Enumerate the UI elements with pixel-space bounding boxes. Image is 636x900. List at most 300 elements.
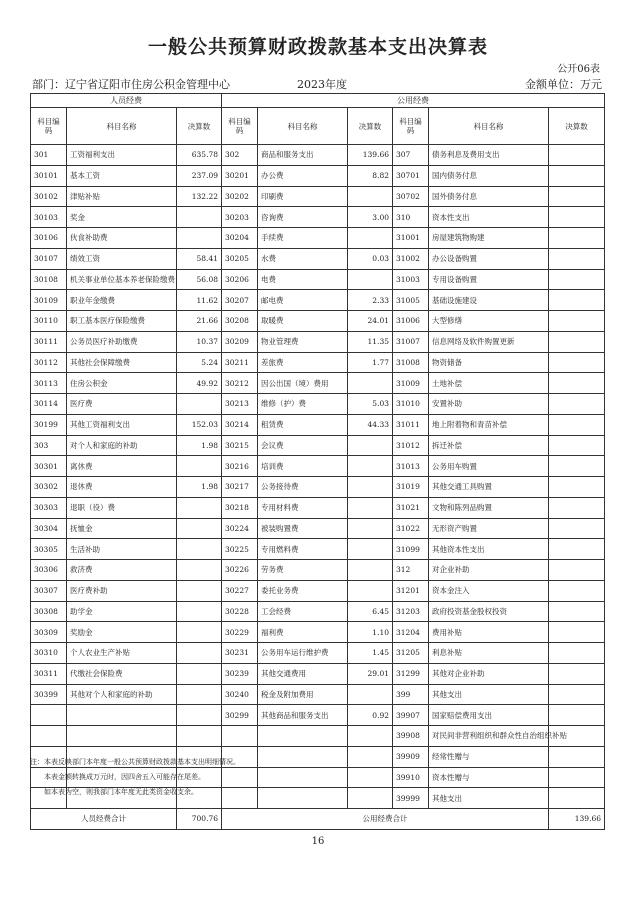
table-row [31, 145, 605, 166]
public-amount-2 [549, 165, 605, 186]
personnel-name: 工资福利支出 [67, 145, 177, 166]
public-amount-2 [549, 456, 605, 477]
public-code-2: 31005 [393, 290, 429, 311]
public-amount [348, 746, 393, 767]
public-amount-2 [549, 435, 605, 456]
public-name-2: 办公设备购置 [429, 248, 549, 269]
header-amount: 决算数 [348, 108, 393, 145]
personnel-code: 30109 [31, 290, 67, 311]
table-number: 公开06表 [557, 64, 600, 75]
public-name-2: 其他支出 [429, 684, 549, 705]
table-row [31, 352, 605, 373]
personnel-code: 30103 [31, 207, 67, 228]
personnel-name: 其他社会保障缴费 [67, 352, 177, 373]
personnel-name: 退休费 [67, 477, 177, 498]
public-amount-2 [549, 414, 605, 435]
public-amount [348, 477, 393, 498]
public-name-2: 安置补助 [429, 394, 549, 415]
table-row [31, 663, 605, 684]
public-amount [348, 684, 393, 705]
public-code: 30208 [222, 311, 258, 332]
public-amount-2 [549, 352, 605, 373]
public-code: 30239 [222, 663, 258, 684]
personnel-code: 30310 [31, 643, 67, 664]
public-code-2: 31001 [393, 228, 429, 249]
note-line: 注：本表反映部门本年度一般公共预算财政拨款基本支出明细情况。 [30, 758, 240, 766]
table-row [31, 601, 605, 622]
public-code: 30231 [222, 643, 258, 664]
public-code-2: 31021 [393, 497, 429, 518]
public-name: 福利费 [258, 622, 348, 643]
table-row [31, 539, 605, 560]
public-name-2: 物资储备 [429, 352, 549, 373]
public-amount [348, 186, 393, 207]
personnel-code: 30311 [31, 663, 67, 684]
public-amount [348, 373, 393, 394]
public-amount: 1.10 [348, 622, 393, 643]
public-name-2: 利息补贴 [429, 643, 549, 664]
public-name: 租赁费 [258, 414, 348, 435]
public-code-2: 39908 [393, 726, 429, 747]
personnel-name: 公务员医疗补助缴费 [67, 331, 177, 352]
personnel-amount: 11.62 [177, 290, 222, 311]
public-name: 差旅费 [258, 352, 348, 373]
public-code: 30201 [222, 165, 258, 186]
personnel-amount [177, 539, 222, 560]
personnel-total-label: 人员经费合计 [31, 809, 177, 830]
table-row [31, 228, 605, 249]
public-code: 30215 [222, 435, 258, 456]
public-name-2: 费用补贴 [429, 622, 549, 643]
personnel-name: 抚恤金 [67, 518, 177, 539]
table-row [31, 311, 605, 332]
public-name: 其他商品和服务支出 [258, 705, 348, 726]
public-code-2: 31022 [393, 518, 429, 539]
public-name-2: 地上附着物和青苗补偿 [429, 414, 549, 435]
public-name: 维修（护）费 [258, 394, 348, 415]
public-code-2: 31201 [393, 580, 429, 601]
public-amount [348, 539, 393, 560]
personnel-amount [177, 518, 222, 539]
public-amount [348, 726, 393, 747]
public-name: 印刷费 [258, 186, 348, 207]
public-total-label: 公用经费合计 [222, 809, 549, 830]
personnel-code: 30309 [31, 622, 67, 643]
public-amount: 44.33 [348, 414, 393, 435]
public-code-2: 31003 [393, 269, 429, 290]
public-amount-2 [549, 788, 605, 809]
personnel-code: 30110 [31, 311, 67, 332]
public-amount-2 [549, 228, 605, 249]
personnel-amount [177, 601, 222, 622]
personnel-code: 30306 [31, 560, 67, 581]
public-name-2: 资本金注入 [429, 580, 549, 601]
personnel-amount: 58.41 [177, 248, 222, 269]
header-code: 科目编码 [393, 108, 429, 145]
public-total-value: 139.66 [549, 809, 605, 830]
personnel-name: 职工基本医疗保险缴费 [67, 311, 177, 332]
personnel-name [67, 726, 177, 747]
public-name: 委托业务费 [258, 580, 348, 601]
table-row [31, 705, 605, 726]
public-name [258, 767, 348, 788]
public-code: 30214 [222, 414, 258, 435]
public-code: 30205 [222, 248, 258, 269]
table-row [31, 269, 605, 290]
personnel-code: 30304 [31, 518, 67, 539]
personnel-amount [177, 684, 222, 705]
public-amount: 1.77 [348, 352, 393, 373]
note-line: 本表金额转换成万元时，因四舍五入可能存在尾差。 [44, 773, 205, 781]
public-amount-2 [549, 580, 605, 601]
personnel-name: 津贴补贴 [67, 186, 177, 207]
note-line: 如本表为空，则我部门本年度无此类资金收支余。 [44, 788, 198, 796]
table-row [31, 373, 605, 394]
public-code: 30217 [222, 477, 258, 498]
group-public: 公用经费 [222, 94, 605, 108]
public-amount: 29.01 [348, 663, 393, 684]
table-row [31, 456, 605, 477]
public-name-2: 其他支出 [429, 788, 549, 809]
public-amount-2 [549, 207, 605, 228]
public-amount: 24.01 [348, 311, 393, 332]
personnel-code: 30308 [31, 601, 67, 622]
personnel-amount [177, 580, 222, 601]
public-code: 30227 [222, 580, 258, 601]
public-name: 劳务费 [258, 560, 348, 581]
public-amount-2 [549, 539, 605, 560]
personnel-name [67, 705, 177, 726]
public-amount [348, 228, 393, 249]
public-name: 咨询费 [258, 207, 348, 228]
personnel-name: 住房公积金 [67, 373, 177, 394]
public-name-2: 文物和陈列品购置 [429, 497, 549, 518]
public-code-2: 307 [393, 145, 429, 166]
personnel-name: 个人农业生产补贴 [67, 643, 177, 664]
public-amount: 8.82 [348, 165, 393, 186]
personnel-code: 30399 [31, 684, 67, 705]
public-code-2: 39909 [393, 746, 429, 767]
public-name: 培训费 [258, 456, 348, 477]
table-row [31, 497, 605, 518]
personnel-name: 基本工资 [67, 165, 177, 186]
table-row [31, 518, 605, 539]
header-name: 科目名称 [429, 108, 549, 145]
public-name [258, 726, 348, 747]
totals-row [31, 809, 605, 830]
public-code: 30228 [222, 601, 258, 622]
public-name: 公务用车运行维护费 [258, 643, 348, 664]
public-name-2: 资本性赠与 [429, 767, 549, 788]
public-code-2: 31299 [393, 663, 429, 684]
header-code: 科目编码 [31, 108, 67, 145]
group-header-row [31, 94, 605, 108]
table-row [31, 331, 605, 352]
public-amount: 0.92 [348, 705, 393, 726]
table-row [31, 290, 605, 311]
public-amount: 5.03 [348, 394, 393, 415]
personnel-name: 医疗费补助 [67, 580, 177, 601]
public-name-2: 国家赔偿费用支出 [429, 705, 549, 726]
public-name: 公务接待费 [258, 477, 348, 498]
personnel-name: 退职（役）费 [67, 497, 177, 518]
public-name-2: 其他资本性支出 [429, 539, 549, 560]
table-row [31, 435, 605, 456]
public-code-2: 39999 [393, 788, 429, 809]
public-name-2: 拆迁补偿 [429, 435, 549, 456]
public-amount [348, 269, 393, 290]
personnel-name: 生活补助 [67, 539, 177, 560]
public-code: 30226 [222, 560, 258, 581]
table-row [31, 165, 605, 186]
public-code-2: 312 [393, 560, 429, 581]
public-amount-2 [549, 290, 605, 311]
public-name [258, 746, 348, 767]
table-row [31, 726, 605, 747]
public-code-2: 31013 [393, 456, 429, 477]
personnel-code: 30108 [31, 269, 67, 290]
expenditure-table [30, 93, 605, 830]
public-code-2: 31204 [393, 622, 429, 643]
public-name-2: 信息网络及软件购置更新 [429, 331, 549, 352]
public-name-2: 公务用车购置 [429, 456, 549, 477]
personnel-amount: 56.08 [177, 269, 222, 290]
table-row [31, 580, 605, 601]
column-header-row [31, 108, 605, 145]
public-code-2: 31010 [393, 394, 429, 415]
public-amount-2 [549, 311, 605, 332]
public-name: 被装购置费 [258, 518, 348, 539]
public-amount-2 [549, 767, 605, 788]
personnel-name: 代缴社会保险费 [67, 663, 177, 684]
public-amount: 6.45 [348, 601, 393, 622]
public-name: 工会经费 [258, 601, 348, 622]
public-name: 因公出国（境）费用 [258, 373, 348, 394]
unit-label: 金额单位：万元 [525, 78, 602, 91]
public-amount-2 [549, 145, 605, 166]
public-code-2: 31011 [393, 414, 429, 435]
group-personnel: 人员经费 [31, 94, 222, 108]
public-amount-2 [549, 186, 605, 207]
public-name: 电费 [258, 269, 348, 290]
public-amount: 139.66 [348, 145, 393, 166]
public-amount-2 [549, 373, 605, 394]
personnel-code: 30112 [31, 352, 67, 373]
personnel-code: 30305 [31, 539, 67, 560]
notes [30, 755, 240, 800]
personnel-amount [177, 456, 222, 477]
public-amount-2 [549, 746, 605, 767]
personnel-name: 奖金 [67, 207, 177, 228]
personnel-name: 伙食补助费 [67, 228, 177, 249]
personnel-total-value: 700.76 [177, 809, 222, 830]
public-name: 取暖费 [258, 311, 348, 332]
table-row [31, 684, 605, 705]
public-name-2: 经常性赠与 [429, 746, 549, 767]
personnel-amount: 132.22 [177, 186, 222, 207]
public-amount [348, 518, 393, 539]
public-amount [348, 767, 393, 788]
personnel-name: 助学金 [67, 601, 177, 622]
public-name-2: 房屋建筑物购建 [429, 228, 549, 249]
table-row [31, 186, 605, 207]
public-name-2: 对企业补助 [429, 560, 549, 581]
public-code-2: 31205 [393, 643, 429, 664]
public-name-2: 其他对企业补助 [429, 663, 549, 684]
table-row [31, 643, 605, 664]
public-name-2: 国内债务付息 [429, 165, 549, 186]
personnel-name: 其他工资福利支出 [67, 414, 177, 435]
public-name: 专用材料费 [258, 497, 348, 518]
public-amount-2 [549, 663, 605, 684]
personnel-name: 其他对个人和家庭的补助 [67, 684, 177, 705]
public-amount-2 [549, 684, 605, 705]
personnel-amount [177, 726, 222, 747]
table-row [31, 560, 605, 581]
personnel-amount [177, 643, 222, 664]
public-name: 专用燃料费 [258, 539, 348, 560]
personnel-amount: 237.09 [177, 165, 222, 186]
public-code: 30224 [222, 518, 258, 539]
public-code: 302 [222, 145, 258, 166]
public-code: 30204 [222, 228, 258, 249]
meta-line [32, 76, 602, 92]
personnel-code: 30106 [31, 228, 67, 249]
personnel-code: 30114 [31, 394, 67, 415]
public-amount-2 [549, 394, 605, 415]
table-row [31, 207, 605, 228]
personnel-name: 机关事业单位基本养老保险缴费 [67, 269, 177, 290]
public-code: 30229 [222, 622, 258, 643]
public-code-2: 31002 [393, 248, 429, 269]
personnel-amount: 1.98 [177, 435, 222, 456]
public-code: 30209 [222, 331, 258, 352]
personnel-code: 30111 [31, 331, 67, 352]
personnel-code: 301 [31, 145, 67, 166]
public-code-2: 31009 [393, 373, 429, 394]
public-amount-2 [549, 643, 605, 664]
public-code-2: 39907 [393, 705, 429, 726]
public-amount: 1.45 [348, 643, 393, 664]
public-code-2: 31203 [393, 601, 429, 622]
public-code-2: 30702 [393, 186, 429, 207]
public-code: 30218 [222, 497, 258, 518]
public-code: 30212 [222, 373, 258, 394]
personnel-amount: 5.24 [177, 352, 222, 373]
personnel-code: 30199 [31, 414, 67, 435]
personnel-code: 30301 [31, 456, 67, 477]
personnel-amount [177, 622, 222, 643]
header-amount: 决算数 [177, 108, 222, 145]
personnel-amount [177, 228, 222, 249]
personnel-code: 30107 [31, 248, 67, 269]
public-amount: 0.03 [348, 248, 393, 269]
personnel-code: 30307 [31, 580, 67, 601]
public-amount-2 [549, 705, 605, 726]
public-name: 会议费 [258, 435, 348, 456]
table-row [31, 622, 605, 643]
personnel-code: 30113 [31, 373, 67, 394]
public-code: 30225 [222, 539, 258, 560]
public-code: 30202 [222, 186, 258, 207]
public-code: 30213 [222, 394, 258, 415]
public-amount-2 [549, 497, 605, 518]
personnel-amount: 1.98 [177, 477, 222, 498]
personnel-name: 绩效工资 [67, 248, 177, 269]
year-label: 2023年度 [297, 78, 347, 91]
department-label: 部门：辽宁省辽阳市住房公积金管理中心 [32, 78, 230, 91]
public-code-2: 31099 [393, 539, 429, 560]
personnel-amount [177, 705, 222, 726]
public-amount-2 [549, 518, 605, 539]
personnel-amount [177, 663, 222, 684]
public-name-2: 债务利息及费用支出 [429, 145, 549, 166]
table-row [31, 477, 605, 498]
header-code: 科目编码 [222, 108, 258, 145]
public-code: 30203 [222, 207, 258, 228]
personnel-amount [177, 207, 222, 228]
public-name-2: 国外债务付息 [429, 186, 549, 207]
public-name-2: 基础设施建设 [429, 290, 549, 311]
personnel-name: 离休费 [67, 456, 177, 477]
public-name-2: 政府投资基金股权投资 [429, 601, 549, 622]
table-row [31, 394, 605, 415]
public-code-2: 39910 [393, 767, 429, 788]
personnel-amount: 10.37 [177, 331, 222, 352]
public-code-2: 310 [393, 207, 429, 228]
personnel-code: 30302 [31, 477, 67, 498]
public-code-2: 31008 [393, 352, 429, 373]
public-name-2: 无形资产购置 [429, 518, 549, 539]
header-name: 科目名称 [67, 108, 177, 145]
public-code-2: 31012 [393, 435, 429, 456]
table-row [31, 414, 605, 435]
public-code: 30211 [222, 352, 258, 373]
personnel-amount: 21.66 [177, 311, 222, 332]
public-name-2: 大型修缮 [429, 311, 549, 332]
public-code [222, 726, 258, 747]
personnel-amount: 49.92 [177, 373, 222, 394]
public-name-2: 专用设备购置 [429, 269, 549, 290]
personnel-name: 职业年金缴费 [67, 290, 177, 311]
personnel-amount [177, 497, 222, 518]
personnel-code: 30101 [31, 165, 67, 186]
page-number: 16 [311, 836, 325, 847]
public-amount: 2.33 [348, 290, 393, 311]
public-amount [348, 497, 393, 518]
public-name: 邮电费 [258, 290, 348, 311]
personnel-code [31, 726, 67, 747]
public-amount-2 [549, 331, 605, 352]
public-code: 30240 [222, 684, 258, 705]
public-name: 水费 [258, 248, 348, 269]
public-amount-2 [549, 477, 605, 498]
public-name-2: 土地补偿 [429, 373, 549, 394]
personnel-amount: 635.78 [177, 145, 222, 166]
public-name: 手续费 [258, 228, 348, 249]
table-row [31, 248, 605, 269]
public-name: 其他交通费用 [258, 663, 348, 684]
public-code-2: 31019 [393, 477, 429, 498]
public-name-2: 对民间非营利组织和群众性自治组织补贴 [429, 726, 549, 747]
public-amount-2 [549, 601, 605, 622]
header-name: 科目名称 [258, 108, 348, 145]
public-name [258, 788, 348, 809]
public-code: 30216 [222, 456, 258, 477]
public-code-2: 31006 [393, 311, 429, 332]
public-amount-2 [549, 560, 605, 581]
public-code-2: 31007 [393, 331, 429, 352]
